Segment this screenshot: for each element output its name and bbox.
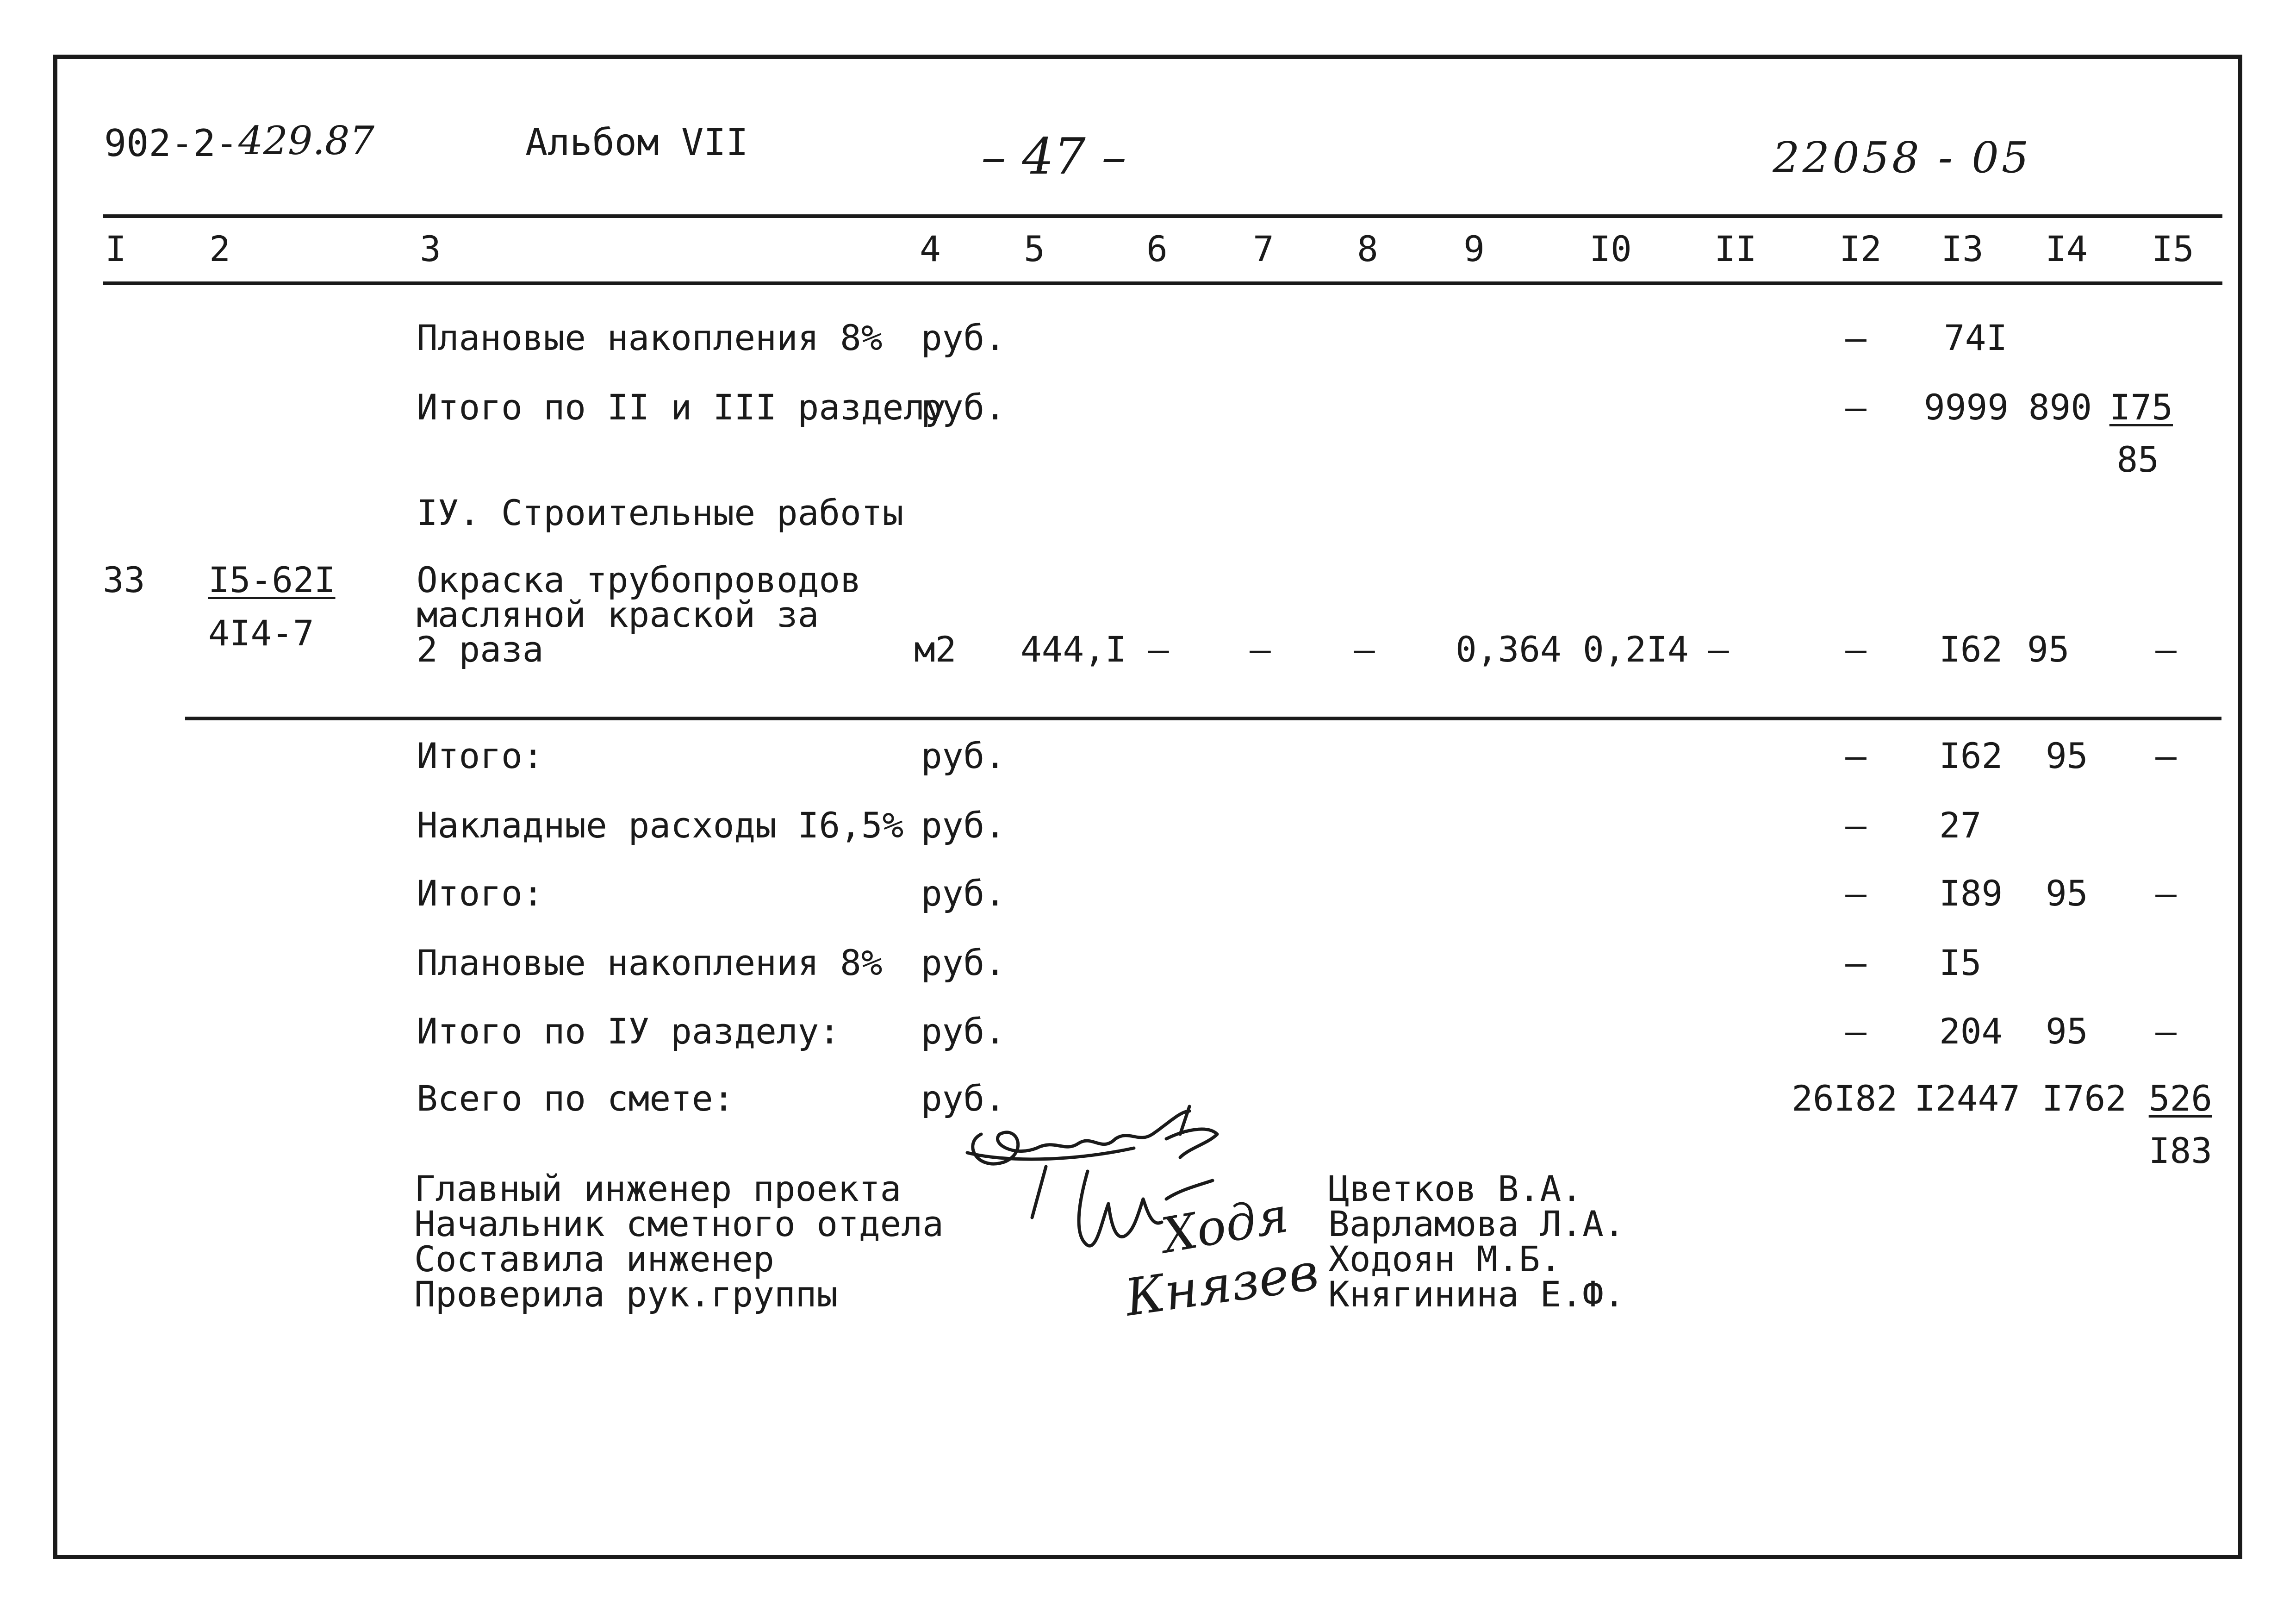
handwritten-signature: Князев [1121, 1242, 1322, 1328]
item-unit: м2 [914, 629, 957, 670]
row-c12: – [1845, 735, 1867, 776]
item-c5: 444,I [1020, 629, 1126, 670]
row-c12: – [1845, 1011, 1867, 1052]
row-name: Плановые накопления 8% [417, 942, 883, 983]
row-name: Итого по II и III разделу [417, 387, 946, 428]
row-c13: 9999 [1923, 387, 2009, 428]
totals-rule [185, 717, 2221, 720]
item-code-1: I5-62I [208, 559, 336, 600]
item-name-line-2: масляной краской за [417, 594, 819, 635]
row-name: Накладные расходы I6,5% [417, 805, 904, 846]
row-c13: I89 [1939, 873, 2003, 914]
row-unit: руб. [921, 1078, 1006, 1119]
row-c13: I62 [1939, 735, 2003, 776]
page-number: – 47 – [981, 128, 1127, 186]
item-c7: – [1250, 629, 1271, 670]
row-c15-second: 85 [2116, 439, 2159, 480]
item-c14: 95 [2027, 629, 2070, 670]
row-unit: руб. [921, 873, 1006, 914]
header-bottom-rule [103, 281, 2222, 285]
header-top-rule [103, 214, 2222, 218]
row-c12: – [1845, 317, 1867, 358]
signature-role: Главный инженер проекта [414, 1168, 902, 1209]
row-name: Всего по смете: [417, 1078, 734, 1119]
row-c13: 204 [1939, 1011, 2003, 1052]
signatory-name: Цветков В.А. [1328, 1168, 1583, 1209]
signature-role: Составила инженер [414, 1238, 774, 1280]
row-c12: – [1845, 387, 1867, 428]
doc-code-prefix: 902-2- [104, 122, 238, 165]
row-c12: 26I82 [1792, 1078, 1898, 1119]
row-name: Итого: [417, 735, 544, 776]
item-c9: 0,364 [1456, 629, 1562, 670]
row-c13: 27 [1939, 805, 1982, 846]
row-unit: руб. [921, 387, 1006, 428]
signatory-name: Княгинина Е.Ф. [1328, 1274, 1625, 1315]
row-c15-second: I83 [2148, 1130, 2212, 1171]
col-6: 6 [1146, 228, 1168, 269]
item-c11: – [1708, 629, 1729, 670]
col-9: 9 [1463, 228, 1485, 269]
item-c6: – [1148, 629, 1169, 670]
row-c15: – [2155, 1011, 2177, 1052]
row-unit: руб. [921, 1011, 1006, 1052]
row-c12: – [1845, 873, 1867, 914]
item-number: 33 [103, 559, 145, 600]
col-8: 8 [1357, 228, 1378, 269]
row-c14: 890 [2028, 387, 2092, 428]
item-code-2: 4I4-7 [208, 612, 314, 654]
row-name: Итого по IУ разделу: [417, 1011, 840, 1052]
handwritten-signature: Ходя [1157, 1187, 1293, 1264]
album-label: Альбом VII [525, 121, 748, 164]
col-2: 2 [209, 228, 230, 269]
col-15: I5 [2152, 228, 2194, 269]
row-c13: I5 [1939, 942, 1982, 983]
row-unit: руб. [921, 317, 1006, 358]
col-3: 3 [420, 228, 441, 269]
row-c12: – [1845, 805, 1867, 846]
item-c8: – [1354, 629, 1375, 670]
signatory-name: Ходоян М.Б. [1328, 1238, 1562, 1280]
item-name-line-1: Окраска трубопроводов [417, 559, 861, 600]
row-c14: 95 [2046, 735, 2088, 776]
row-c15: I75 [2109, 387, 2173, 428]
row-c13: 74I [1944, 317, 2008, 358]
signatory-name: Варламова Л.А. [1328, 1203, 1625, 1244]
section-title: IУ. Строительные работы [417, 492, 904, 533]
item-c15: – [2155, 629, 2177, 670]
col-12: I2 [1839, 228, 1882, 269]
row-c15: – [2155, 735, 2177, 776]
item-c10: 0,2I4 [1583, 629, 1689, 670]
row-c13: I2447 [1914, 1078, 2020, 1119]
row-c15: – [2155, 873, 2177, 914]
row-unit: руб. [921, 805, 1006, 846]
row-c14: I762 [2041, 1078, 2127, 1119]
item-name-line-3: 2 раза [417, 629, 544, 670]
item-c12: – [1845, 629, 1867, 670]
item-c13: I62 [1939, 629, 2003, 670]
col-14: I4 [2045, 228, 2088, 269]
row-name: Плановые накопления 8% [417, 317, 883, 358]
col-11: II [1714, 228, 1757, 269]
doc-code-suffix: 429.87 [238, 118, 374, 163]
row-c15: 526 [2148, 1078, 2212, 1119]
row-c12: – [1845, 942, 1867, 983]
signature-role: Проверила рук.группы [414, 1274, 838, 1315]
row-unit: руб. [921, 735, 1006, 776]
col-7: 7 [1253, 228, 1274, 269]
row-unit: руб. [921, 942, 1006, 983]
row-name: Итого: [417, 873, 544, 914]
col-4: 4 [920, 228, 941, 269]
col-5: 5 [1024, 228, 1045, 269]
row-c14: 95 [2046, 1011, 2088, 1052]
row-c14: 95 [2046, 873, 2088, 914]
col-10: I0 [1589, 228, 1632, 269]
document-number: 22058 - 05 [1773, 133, 2032, 182]
col-1: I [105, 228, 126, 269]
signature-role: Начальник сметного отдела [414, 1203, 944, 1244]
col-13: I3 [1941, 228, 1984, 269]
